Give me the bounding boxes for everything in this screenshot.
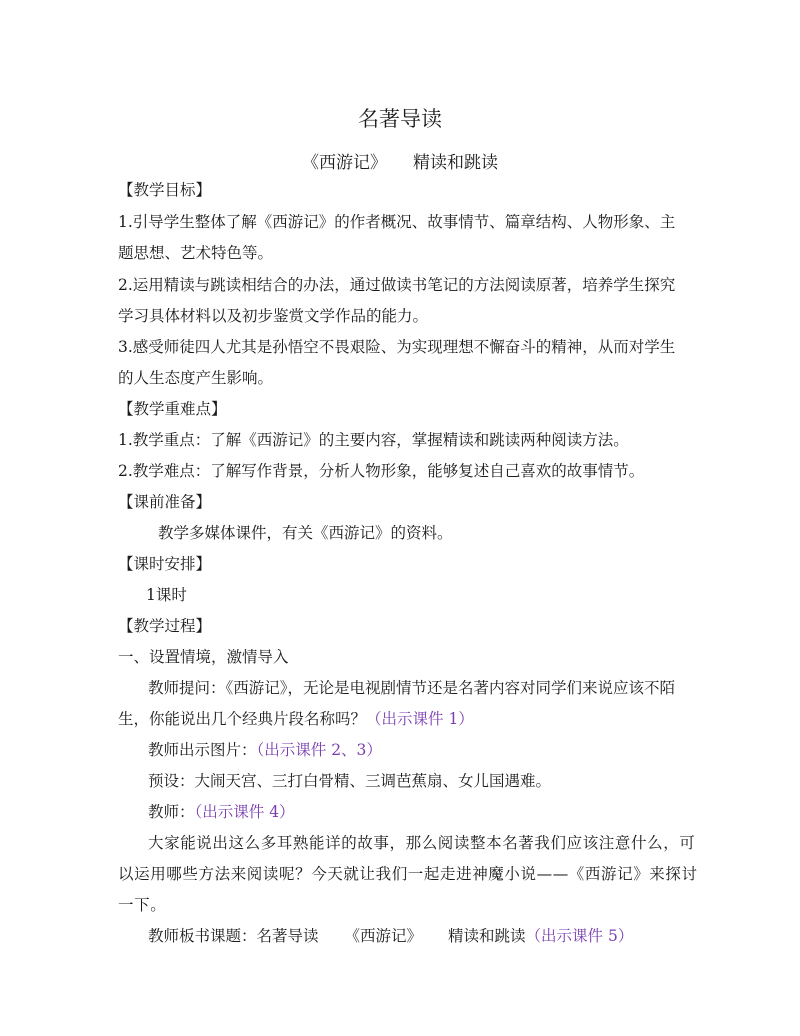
schedule-text: 1课时	[146, 586, 187, 604]
objectives-heading: 【教学目标】	[118, 181, 212, 199]
key-point-1: 1.教学重点：了解《西游记》的主要内容，掌握精读和跳读两种阅读方法。	[118, 431, 629, 449]
teacher-images-line	[148, 740, 382, 760]
objective-2-line-2: 学习具体材料以及初步鉴赏文学作品的能力。	[118, 307, 429, 325]
courseware-5-link[interactable]: （出示课件 5）	[525, 927, 634, 945]
preset-answers: 预设：大闹天宫、三打白骨精、三调芭蕉扇、女儿国遇难。	[148, 772, 552, 790]
process-heading: 【教学过程】	[118, 617, 212, 635]
teacher-label: 教师：	[148, 803, 195, 821]
key-points-heading: 【教学重难点】	[118, 400, 227, 418]
story-paragraph-line-1: 大家能说出这么多耳熟能详的故事，那么阅读整本名著我们应该注意什么，可	[148, 834, 696, 852]
courseware-1-link[interactable]: （出示课件 1）	[366, 710, 474, 728]
teacher-question-line-1: 教师提问：《西游记》，无论是电视剧情节还是名著内容对同学们来说应该不陌	[148, 679, 676, 697]
teacher-line	[148, 802, 295, 822]
preparation-heading: 【课前准备】	[118, 493, 212, 511]
teacher-images-text: 教师出示图片：	[148, 741, 257, 759]
board-title-line	[148, 926, 633, 946]
board-title-topic: 精读和跳读	[448, 927, 526, 945]
teacher-question-text: 生，你能说出几个经典片段名称吗？	[118, 710, 367, 728]
objective-1-line-2: 题思想、艺术特色等。	[118, 244, 274, 262]
subtitle-book: 《西游记》	[302, 153, 387, 173]
key-point-2: 2.教学难点：了解写作背景，分析人物形象，能够复述自己喜欢的故事情节。	[118, 462, 645, 480]
page-title: 名著导读	[358, 107, 442, 131]
process-section-1: 一、设置情境，激情导入	[118, 648, 289, 666]
subtitle-topic: 精读和跳读	[413, 153, 498, 173]
teacher-question-line-2	[118, 709, 474, 729]
story-paragraph-line-2: 以运用哪些方法来阅读呢？今天就让我们一起走进神魔小说——《西游记》来探讨	[118, 865, 698, 883]
schedule-heading: 【课时安排】	[118, 555, 212, 573]
board-title-book: 《西游记》	[344, 927, 423, 945]
courseware-4-link[interactable]: （出示课件 4）	[194, 803, 295, 821]
objective-3-line-1: 3.感受师徒四人尤其是孙悟空不畏艰险、为实现理想不懈奋斗的精神，从而对学生	[118, 338, 676, 356]
objective-2-line-1: 2.运用精读与跳读相结合的办法，通过做读书笔记的方法阅读原著，培养学生探究	[118, 276, 676, 294]
courseware-2-3-link[interactable]: （出示课件 2、3）	[256, 741, 382, 759]
page-subtitle	[0, 148, 800, 173]
objective-3-line-2: 的人生态度产生影响。	[118, 369, 274, 387]
objective-1-line-1: 1.引导学生整体了解《西游记》的作者概况、故事情节、篇章结构、人物形象、主	[118, 213, 676, 231]
story-paragraph-line-3: 一下。	[118, 896, 167, 914]
preparation-text: 教学多媒体课件，有关《西游记》的资料。	[158, 524, 453, 542]
board-title-text: 教师板书课题：名著导读	[148, 927, 319, 945]
